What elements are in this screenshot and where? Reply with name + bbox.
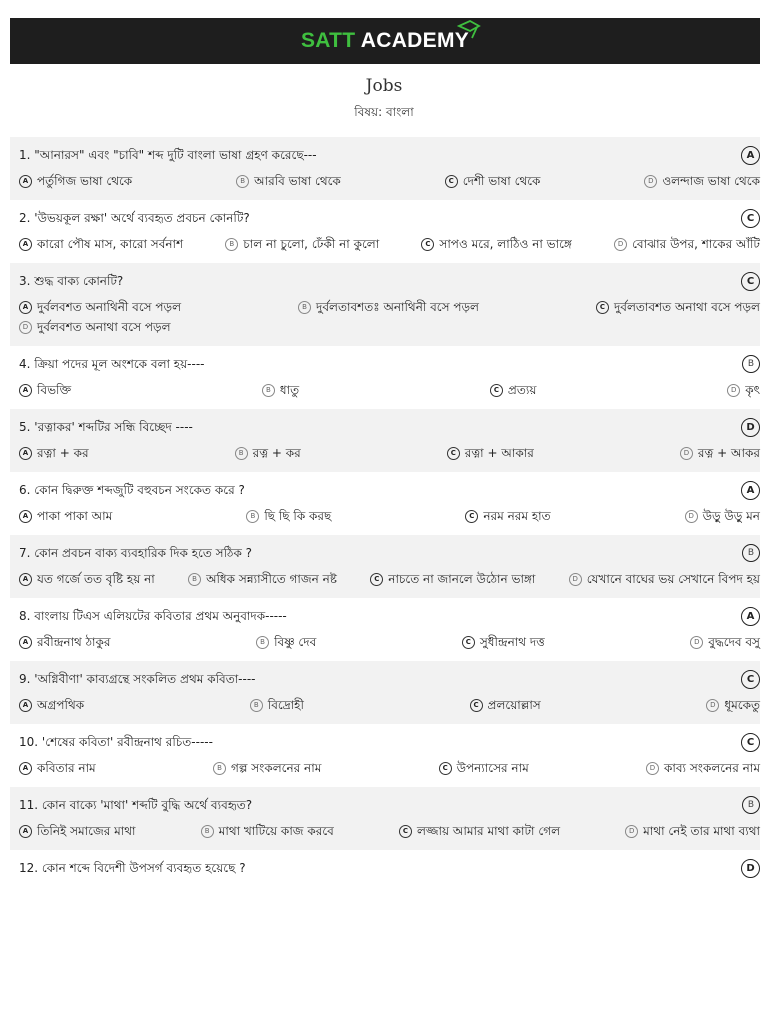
correct-answer-badge: C [741,272,760,291]
option-a[interactable] [19,632,111,652]
question-text: 1. "আনারস" এবং "চাবি" শব্দ দুটি বাংলা ভাষা গ্রহণ করেছে--- [19,148,317,162]
option-label: চাল না চুলো, ঢেঁকী না কুলো [243,237,380,251]
option-a[interactable] [19,569,155,589]
option-letter-icon: B [188,573,201,586]
question-text: 8. বাংলায় টিএস এলিয়টের কবিতার প্রথম অনুবাদক----- [19,609,287,623]
option-d[interactable] [706,695,760,715]
option-letter-icon: D [614,238,627,251]
option-c[interactable] [370,569,535,589]
page-title: Jobs [365,76,403,96]
option-b[interactable] [246,506,331,526]
option-label: বিষ্ণু দেব [274,635,317,649]
option-label: পর্তুগিজ ভাষা থেকে [37,174,133,188]
option-label: বুদ্ধদেব বসু [708,635,760,649]
question-item [10,409,760,472]
option-c[interactable] [421,234,572,254]
option-letter-icon: C [596,301,609,314]
option-letter-icon: D [646,762,659,775]
subject-label: বিষয়: বাংলা [354,105,414,119]
question-item [10,787,760,850]
option-a[interactable] [19,506,112,526]
option-label: দুর্বলবশত অনাথা বসে পড়ল [37,320,171,334]
option-letter-icon: B [246,510,259,523]
question-item [10,724,760,787]
option-b[interactable] [201,821,334,841]
option-label: রবীন্দ্রনাথ ঠাকুর [37,635,111,649]
option-label: ধূমকেতু [724,698,760,712]
question-item [10,472,760,535]
option-label: কারো পৌষ মাস, কারো সর্বনাশ [37,237,184,251]
question-item [10,200,760,263]
option-d[interactable] [685,506,760,526]
option-letter-icon: A [19,447,32,460]
option-label: দুর্বলবশত অনাথিনী বসে পড়ল [37,300,182,314]
correct-answer-badge: A [741,607,760,626]
options-row [19,821,760,850]
option-letter-icon: C [445,175,458,188]
option-letter-icon: A [19,384,32,397]
option-letter-icon: D [706,699,719,712]
option-d[interactable] [569,569,760,589]
option-label: কবিতার নাম [37,761,96,775]
option-b[interactable] [250,695,304,715]
option-label: তিনিই সমাজের মাথা [37,824,136,838]
question-item [10,535,760,598]
options-row [19,234,760,263]
option-label: ধাতু [279,383,300,397]
option-label: পাকা পাকা আম [37,509,113,523]
question-text: 3. শুদ্ধ বাক্য কোনটি? [19,274,124,288]
option-a[interactable] [19,695,84,715]
option-label: নাচতে না জানলে উঠোন ভাঙ্গা [388,572,536,586]
options-row [19,380,760,409]
option-label: গল্প সংকলনের নাম [230,761,322,775]
option-b[interactable] [236,171,341,191]
option-label: সুধীন্দ্রনাথ দত্ত [479,635,545,649]
option-b[interactable] [235,443,301,463]
correct-answer-badge: A [741,481,760,500]
option-b[interactable] [188,569,337,589]
option-letter-icon: D [685,510,698,523]
option-letter-icon: A [19,573,32,586]
brand-name-part2: ACADEMY [360,29,470,52]
question-text: 12. কোন শব্দে বিদেশী উপসর্গ ব্যবহৃত হয়েছে ? [19,861,246,875]
question-text: 11. কোন বাক্যে 'মাথা' শব্দটি বুদ্ধি অর্থে ব্যবহৃত? [19,798,253,812]
option-letter-icon: A [19,762,32,775]
option-letter-icon: D [625,825,638,838]
option-letter-icon: A [19,301,32,314]
option-letter-icon: D [690,636,703,649]
option-label: কৃৎ [745,383,760,397]
question-item [10,598,760,661]
question-item [10,661,760,724]
option-letter-icon: D [727,384,740,397]
option-letter-icon: D [569,573,582,586]
option-letter-icon: B [235,447,248,460]
options-row [19,758,760,787]
option-label: নরম নরম হাত [483,509,551,523]
correct-answer-badge: A [741,146,760,165]
option-d[interactable] [680,443,760,463]
option-letter-icon: B [298,301,311,314]
option-label: সাপও মরে, লাঠিও না ভাঙ্গে [439,237,572,251]
question-item [10,346,760,409]
option-letter-icon: C [465,510,478,523]
options-row [19,297,760,346]
option-a[interactable] [19,171,132,191]
graduation-cap-icon [457,19,481,39]
option-a[interactable] [19,443,89,463]
options-row [19,695,760,724]
option-d[interactable] [625,821,760,841]
option-letter-icon: A [19,238,32,251]
question-text: 5. 'রত্নাকর' শব্দটির সন্ধি বিচ্ছেদ ---- [19,420,193,434]
options-row [19,569,760,598]
option-letter-icon: C [399,825,412,838]
option-label: রত্না + আকার [464,446,534,460]
question-text: 2. 'উভয়কূল রক্ষা' অর্থে ব্যবহৃত প্রবচন কোনটি? [19,211,250,225]
option-c[interactable] [462,632,545,652]
option-letter-icon: C [447,447,460,460]
option-b[interactable] [262,380,299,400]
option-letter-icon: A [19,636,32,649]
option-letter-icon: B [236,175,249,188]
option-letter-icon: B [256,636,269,649]
option-label: বোঝার উপর, শাকের আঁটি [632,237,760,251]
option-a[interactable] [19,297,181,317]
option-label: দুর্বলতাবশত অনাথা বসে পড়ল [613,300,760,314]
option-label: যেখানে বাঘের ভয় সেখানে বিপদ হয় [586,572,760,586]
correct-answer-badge: B [742,355,760,373]
option-c[interactable] [447,443,534,463]
option-b[interactable] [298,297,479,317]
option-d[interactable] [614,234,760,254]
option-letter-icon: C [421,238,434,251]
option-d[interactable] [646,758,760,778]
option-label: দেশী ভাষা থেকে [462,174,541,188]
option-label: অধিক সন্ন্যাসীতে গাজন নষ্ট [206,572,337,586]
option-letter-icon: D [644,175,657,188]
question-text: 4. ক্রিয়া পদের মূল অংশকে বলা হয়---- [19,357,205,371]
option-letter-icon: C [462,636,475,649]
option-label: উড়ু উড়ু মন [702,509,760,523]
options-row [19,443,760,472]
option-letter-icon: A [19,825,32,838]
option-d[interactable] [727,380,760,400]
option-d[interactable] [19,317,760,337]
option-b[interactable] [256,632,316,652]
option-label: মাথা নেই তার মাথা ব্যথা [643,824,760,838]
option-label: বিদ্রোহী [267,698,304,712]
options-row [19,632,760,661]
option-letter-icon: A [19,175,32,188]
option-d[interactable] [644,171,760,191]
option-label: ওলন্দাজ ভাষা থেকে [662,174,760,188]
option-label: কাব্য সংকলনের নাম [664,761,760,775]
option-label: লজ্জায় আমার মাথা কাটা গেল [416,824,561,838]
question-item [10,137,760,200]
option-letter-icon: D [680,447,693,460]
option-letter-icon: C [439,762,452,775]
brand-name-part1: SATT [300,29,356,52]
option-c[interactable] [439,758,529,778]
option-letter-icon: A [19,699,32,712]
option-label: প্রত্যয় [507,383,537,397]
option-label: যত গর্জে তত বৃষ্টি হয় না [37,572,155,586]
option-b[interactable] [213,758,321,778]
question-text: 6. কোন দ্বিরুক্ত শব্দজুটি বহুবচন সংকেত করে ? [19,483,245,497]
option-b[interactable] [225,234,379,254]
correct-answer-badge: B [742,544,760,562]
correct-answer-badge: D [741,859,760,878]
option-letter-icon: B [225,238,238,251]
option-letter-icon: A [19,510,32,523]
option-letter-icon: C [490,384,503,397]
option-c[interactable] [465,506,550,526]
option-a[interactable] [19,380,71,400]
option-label: রত্না + কর [37,446,89,460]
question-list [10,137,760,884]
brand-logo[interactable] [301,29,469,53]
correct-answer-badge: C [741,670,760,689]
option-label: রত্ন + আকর [697,446,760,460]
question-text: 9. 'অগ্নিবীণা' কাব্যগ্রন্থে সংকলিত প্রথম কবিতা---- [19,672,256,686]
option-label: রত্ন + কর [252,446,301,460]
question-item [10,850,760,884]
option-letter-icon: B [262,384,275,397]
option-label: উপন্যাসের নাম [456,761,529,775]
option-label: বিভক্তি [37,383,72,397]
correct-answer-badge: D [741,418,760,437]
correct-answer-badge: B [742,796,760,814]
option-label: মাথা খাটিয়ে কাজ করবে [218,824,334,838]
option-a[interactable] [19,758,96,778]
question-text: 7. কোন প্রবচন বাক্য ব্যবহারিক দিক হতে সঠিক ? [19,546,253,560]
question-item [10,263,760,346]
options-row [19,506,760,535]
correct-answer-badge: C [741,209,760,228]
option-c[interactable] [596,297,760,317]
option-c[interactable] [445,171,541,191]
option-letter-icon: B [201,825,214,838]
option-d[interactable] [690,632,760,652]
option-a[interactable] [19,234,183,254]
option-label: আরবি ভাষা থেকে [254,174,341,188]
site-header [10,18,760,64]
option-letter-icon: B [250,699,263,712]
option-letter-icon: C [470,699,483,712]
option-c[interactable] [490,380,537,400]
options-row [19,171,760,200]
option-c[interactable] [470,695,541,715]
option-letter-icon: B [213,762,226,775]
question-text: 10. 'শেষের কবিতা' রবীন্দ্রনাথ রচিত----- [19,735,213,749]
option-label: প্রলয়োল্লাস [487,698,541,712]
option-letter-icon: C [370,573,383,586]
option-label: দুর্বলতাবশতঃ অনাথিনী বসে পড়ল [316,300,479,314]
correct-answer-badge: C [741,733,760,752]
option-label: অগ্রপথিক [37,698,85,712]
option-c[interactable] [399,821,560,841]
option-a[interactable] [19,821,136,841]
option-letter-icon: D [19,321,32,334]
option-label: ছি ছি কি করছ [264,509,332,523]
